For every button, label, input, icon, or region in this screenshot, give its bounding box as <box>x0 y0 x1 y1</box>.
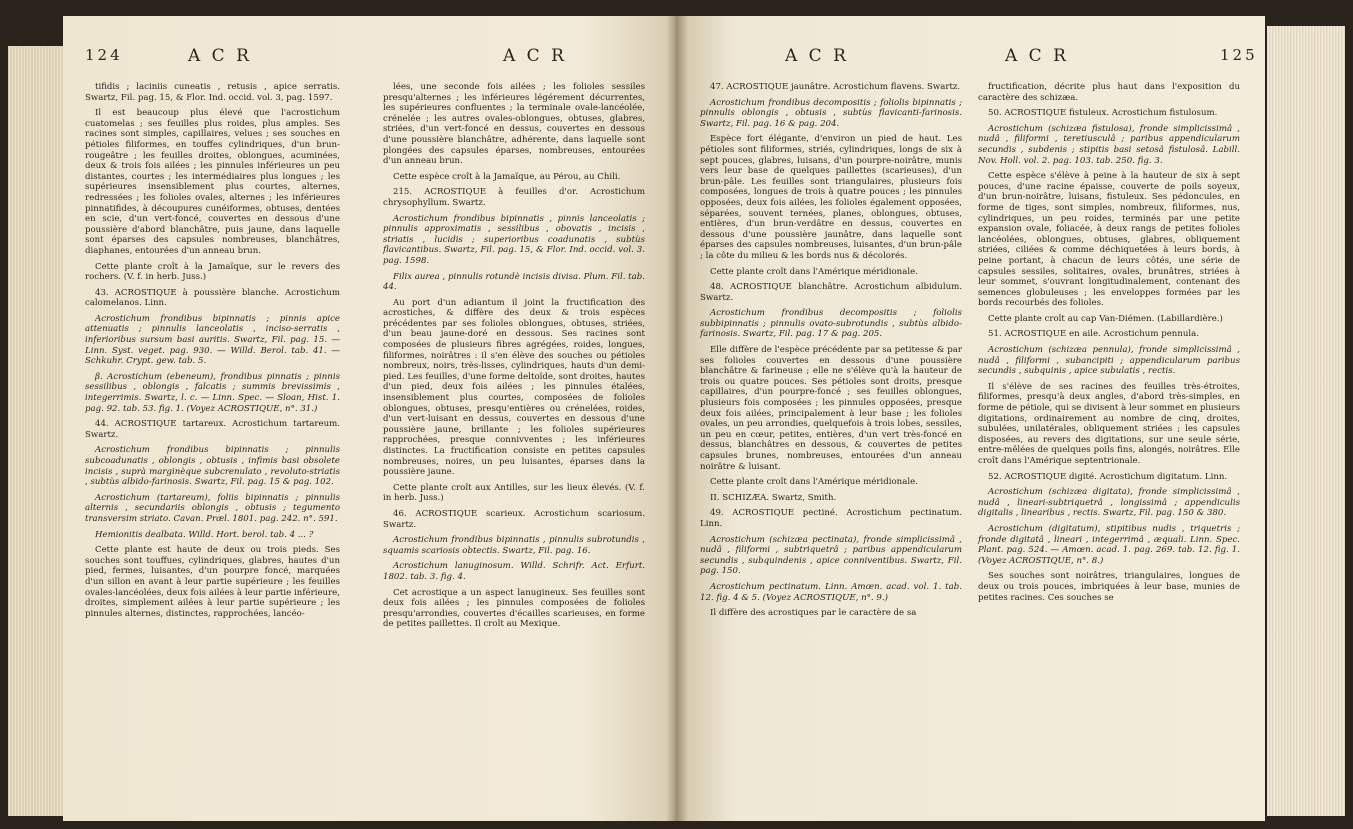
paragraph: Cette plante croît à la Jamaïque, sur le revers des rochers. (V. f. in herb. Juss.) <box>85 261 340 283</box>
paragraph: Acrostichum lanuginosum. Willd. Schrifr. Act. Erfurt. 1802. tab. 3. fig. 4. <box>383 561 645 582</box>
paragraph: 46. ACROSTIQUE scarieux. Acrostichum scariosum. Swartz. <box>383 508 645 530</box>
paragraph: 48. ACROSTIQUE blanchâtre. Acrostichum albidulum. Swartz. <box>700 282 962 303</box>
paragraph: 43. ACROSTIQUE à poussière blanche. Acrostichum calomelanos. Linn. <box>85 287 340 309</box>
paragraph: Filix aurea , pinnulis rotundè incisis divisa. Plum. Fil. tab. 44. <box>383 271 645 293</box>
paragraph: Acrostichum (schizæa digitata), fronde simplicissimâ , nudâ , lineari-subtriquetrâ , longissimâ ; appendiculis digitalis , linearibus , rectis. Swartz, Fil. pag. 150 & 380. <box>978 487 1240 519</box>
column-2 <box>383 82 645 635</box>
paragraph: Acrostichum frondibus bipinnatis ; pinnis apice attenuatis ; pinnulis lanceolatis , inciso-serratis , inferioribus sursum basi auritis. Swartz, Fil. pag. 15. — Linn. Syst. veget. pag. 930. — Willd. Berol. tab. 41. — Schkuhr. Crypt. gew. tab. 5. <box>85 313 340 367</box>
paragraph: fructification, décrite plus haut dans l'exposition du caractère des schizæa. <box>978 82 1240 103</box>
right-page <box>675 16 1265 821</box>
paragraph: Cette plante croît dans l'Amérique méridionale. <box>710 477 918 488</box>
paragraph: Au port d'un adiantum il joint la fructification des acrostiches, & diffère des deux & trois espèces précédentes par ses folioles oblongues, obtuses, striées, d'un beau jaune-doré en dessous. Ses racines sont composées de plusieurs fibres agrégées, roides, longues, filiformes, noirâtres : il s'en élève des souches ou pétioles nombreux, noirs, très-lisses, cylindriques, hauts d'un demi-pied. Les feuilles, d'une forme deltoïde, sont droites, hautes d'un pied, deux fois ailées ; les pinnules étalées, insensiblement plus courtes, composées de folioles oblongues, obtuses, presqu'entières ou crénelées, roides, d'un vert-luisant en dessus, couvertes en dessous d'une poussière jaune, brillante ; les folioles supérieures rapprochées, presque connivventes ; les inférieures distinctes. La fructification consiste en petites capsules nombreuses, noires, un peu luisantes, éparses dans la poussière jaune. <box>383 297 645 478</box>
left-page-number: 124 <box>85 46 123 64</box>
paragraph: Acrostichum frondibus bipinnatis , pinnis lanceolatis ; pinnulis approximatis , sessilibus , obovatis , incisis , striatis , lucidis ; superioribus coadunatis , subtùs flavicantibus. Swartz, Fil. pag. 15, & Flor. Ind. occid. vol. 3. pag. 1598. <box>383 213 645 266</box>
paragraph: Cette plante est haute de deux ou trois pieds. Ses souches sont touffues, cylindriques, glabres, hautes d'un pied, fermes, luisantes, d'un pourpre foncé, marquées d'un sillon en avant à leur partie supérieure ; les feuilles ovales-lancéolées, deux fois ailées à leur partie inférieure, droites, simplement ailées à leur partie supérieure ; les pinnules alternes, distinctes, rapprochées, lancéo- <box>85 545 340 619</box>
paragraph: Acrostichum frondibus bipinnatis , pinnulis subrotundis , squamis scariosis obtectis. Swartz, Fil. pag. 16. <box>383 535 645 556</box>
open-book <box>8 6 1345 824</box>
paragraph: Acrostichum (schizæa fistulosa), fronde simplicissimâ , nudâ , filiformi , teretiusculâ ; paribus appendicularum secundis , subdenis ; stipitis basi setosâ fistulosâ. Labill. Nov. Holl. vol. 2. pag. 103. tab. 250. fig. 3. <box>978 123 1240 166</box>
paragraph: Ses souches sont noirâtres, triangulaires, longues de deux ou trois pouces, imbriquées à leur base, munies de petites racines. Ces souches se <box>978 571 1240 603</box>
column-3 <box>700 82 962 624</box>
left-page-header <box>63 46 675 68</box>
paragraph: Cette plante croît aux Antilles, sur les lieux élevés. (V. f. in herb. Juss.) <box>383 482 645 504</box>
left-running-head-2: A C R <box>503 46 567 66</box>
paragraph: Elle diffère de l'espèce précédente par sa petitesse & par ses folioles couvertes en dessous d'une poussière blanchâtre & farineuse ; elle ne s'élève qu'à la hauteur de trois ou quatre pouces. Ses pétioles sont droits, presque capillaires, d'un pourpre-foncé ; ses feuilles oblongues, plusieurs fois composées ; les pinnules opposées, presque deux fois ailées, principalement à leur base ; les folioles ovales, un peu arrondies, quelquefois à trois lobes, sessiles, un peu en cœur, petites, entières, d'un vert très-foncé en dessus, blanchâtres en dessous, & couvertes de petites capsules brunes, nombreuses, entourées d'un anneau noirâtre & luisant. <box>700 345 962 472</box>
right-page-edges <box>1267 26 1345 816</box>
paragraph: Hemionitis dealbata. Willd. Hort. berol. tab. 4 ... ? <box>95 529 314 540</box>
column-1 <box>85 82 340 624</box>
left-page-edges <box>8 46 68 816</box>
paragraph: tifidis ; laciniis cuneatis , retusis , apice serratis. Swartz, Fil. pag. 15, & Flor. Ind. occid. vol. 3, pag. 1597. <box>85 82 340 103</box>
right-running-head-1: A C R <box>785 46 849 66</box>
paragraph: Acrostichum (schizæa pennula), fronde simplicissimâ , nudâ , filiformi , subancipiti ; appendicularum paribus secundis , subquinis , apice subulatis , rectis. <box>978 345 1240 377</box>
right-page-header <box>675 46 1265 68</box>
paragraph: Espèce fort élégante, d'environ un pied de haut. Les pétioles sont filiformes, striés, cylindriques, longs de six à sept pouces, glabres, luisans, d'un pourpre-noirâtre, munis vers leur base de quelques paillettes (scarieuses), d'un brun-pâle. Les feuilles sont triangulaires, plusieurs fois composées, longues de trois à quatre pouces ; les pinnules opposées, deux fois ailées, les folioles également opposées, séparées, souvent ternées, planes, oblongues, obtuses, entières, d'un brun-verdâtre en dessus, couvertes en dessous d'une poussière jaunâtre, dans laquelle sont éparses des capsules nombreuses, luisantes, d'un brun-pâle ; la côte du milieu & les bords nus & décolorés. <box>700 134 962 261</box>
paragraph: Cette espèce croît à la Jamaïque, au Pérou, au Chili. <box>393 171 621 182</box>
paragraph: Acrostichum frondibus decompositis ; foliolis bipinnatis ; pinnulis oblongis , obtusis , subtùs flavicanti-farinosis. Swartz, Fil. pag. 16 & pag. 204. <box>700 97 962 129</box>
book-gutter <box>666 16 688 821</box>
right-running-head-2: A C R <box>1005 46 1069 66</box>
left-page <box>63 16 675 821</box>
paragraph: Acrostichum (schizæa pectinata), fronde simplicissimâ , nudâ , filiformi , subtriquetrâ ; paribus appendicularum secundis , subquindenis , apice conniventibus. Swartz, Fil. pag. 150. <box>700 534 962 577</box>
paragraph: Cette espèce s'élève à peine à la hauteur de six à sept pouces, d'une racine épaisse, couverte de poils soyeux, d'un brun-noirâtre, luisans, fistuleux. Ses pédoncules, en forme de tiges, sont simples, nombreux, filiformes, nus, cylindriques, un peu roides, terminés par une petite expansion ovale, foliacée, à deux rangs de petites folioles lancéolées, oblongues, obtuses, glabres, obliquement striées, ciliées & comme déchiquetées à leurs bords, à peine portant, à chacun de leurs côtés, une série de capsules sessiles, solitaires, ovales, brunâtres, striées à leur sommet, s'ouvrant longitudinalement, contenant des semences globuleuses ; les enveloppes formées par les bords recourbés des folioles. <box>978 171 1240 309</box>
paragraph: Il est beaucoup plus élevé que l'acrostichum cuatomelas ; ses feuilles plus roides, plus amples. Ses racines sont simples, capillaires, velues ; ses souches en pétioles filiformes, en touffes cylindriques, d'un brun-rougeâtre ; les feuilles droites, oblongues, acuminées, deux & trois fois ailées ; les pinnules inférieures un peu distantes, courtes ; les intermédiaires plus longues ; les supérieures insensiblement plus courtes, alternes, redressées ; les folioles ovales, alternes ; les inférieures pinnatifides, à découpures cunéiformes, obtuses, dentées en scie, d'un vert-foncé, couvertes en dessous d'une poussière d'abord blanchâtre, puis jaune, dans laquelle sont éparses des capsules nombreuses, blanchâtres, diaphanes, entourées d'un anneau brun. <box>85 108 340 256</box>
paragraph: 51. ACROSTIQUE en aile. Acrostichum pennula. <box>988 329 1199 340</box>
right-page-number: 125 <box>1220 46 1258 64</box>
paragraph: Acrostichum frondibus bipinnatis ; pinnulis subcoadunatis , oblongis , obtusis , infimis basi obsolete incisis , suprà marginèque subcrenulato , revoluto-striatis , subtùs albido-farinosis. Swartz, Fil. pag. 15 & pag. 102. <box>85 445 340 488</box>
paragraph: Il s'élève de ses racines des feuilles très-étroites, filiformes, presqu'à deux angles, d'abord très-simples, en forme de pétiole, qui se divisent à leur sommet en plusieurs digitations, ordinairement au nombre de cinq, droites, subulées, unilatérales, obliquement striées ; les capsules disposées, au revers des digitations, sur une seule série, entre-mêlées de quelques poils fins, alongés, noirâtres. Elle croît dans l'Amérique septentrionale. <box>978 381 1240 466</box>
paragraph: Cet acrostique a un aspect lanugineux. Ses feuilles sont deux fois ailées ; les pinnules composées de folioles presqu'arrondies, couvertes d'écailles scarieuses, en forme de petites paillettes. Il croît au Mexique. <box>383 587 645 630</box>
paragraph: Cette plante croît dans l'Amérique méridionale. <box>710 266 918 277</box>
paragraph: 47. ACROSTIQUE jaunâtre. Acrostichum flavens. Swartz. <box>710 82 961 92</box>
paragraph: II. SCHIZÆA. Swartz, Smith. <box>710 492 837 503</box>
paragraph: β. Acrostichum (ebeneum), frondibus pinnatis ; pinnis sessilibus , oblongis , falcatis ; summis brevissimis , integerrimis. Swartz, l. c. — Linn. Spec. — Sloan, Hist. 1. pag. 92. tab. 53. fig. 1. (Voyez ACROSTIQUE, n°. 31.) <box>85 371 340 414</box>
left-running-head-1: A C R <box>188 46 252 66</box>
paragraph: 215. ACROSTIQUE à feuilles d'or. Acrostichum chrysophyllum. Swartz. <box>383 187 645 208</box>
paragraph: 44. ACROSTIQUE tartareux. Acrostichum tartareum. Swartz. <box>85 419 340 440</box>
paragraph: 49. ACROSTIQUE pectiné. Acrostichum pectinatum. Linn. <box>700 508 962 529</box>
paragraph: 50. ACROSTIQUE fistuleux. Acrostichum fistulosum. <box>988 108 1218 119</box>
paragraph: Il diffère des acrostiques par le caractère de sa <box>710 608 917 619</box>
paragraph: Acrostichum (digitatum), stipitibus nudis , triquetris ; fronde digitatâ , lineari , integerrimâ , æquali. Linn. Spec. Plant. pag. 524. — Amœn. acad. 1. pag. 269. tab. 12. fig. 1. (Voyez ACROSTIQUE, n°. 8.) <box>978 523 1240 566</box>
paragraph: Acrostichum frondibus decompositis ; foliolis subbipinnatis ; pinnulis ovato-subrotundis , subtùs albido-farinosis. Swartz, Fil. pag. 17 & pag. 205. <box>700 308 962 340</box>
paragraph: Acrostichum (tartareum), foliis bipinnatis ; pinnulis alternis , secundariis oblongis , obtusis ; tegumento transversim striato. Cavan. Præl. 1801. pag. 242. n°. 591. <box>85 492 340 524</box>
paragraph: Acrostichum pectinatum. Linn. Amœn. acad. vol. 1. tab. 12. fig. 4 & 5. (Voyez ACROSTIQUE, n°. 9.) <box>700 581 962 603</box>
paragraph: 52. ACROSTIQUE digité. Acrostichum digitatum. Linn. <box>988 471 1228 482</box>
paragraph: lées, une seconde fois ailées ; les folioles sessiles presqu'alternes ; les inférieures légérement décurrentes, les supérieures confluentes ; la terminale ovale-lancéolée, crénelée ; les autres ovales-oblongues, obtuses, glabres, striées, d'un vert-foncé en dessus, couvertes en dessous d'une poussière blanchâtre, adhérente, dans laquelle sont plongées des capsules éparses, nombreuses, entourées d'un anneau brun. <box>383 82 645 167</box>
column-4 <box>978 82 1240 608</box>
paragraph: Cette plante croît au cap Van-Diémen. (Labillardière.) <box>988 313 1223 324</box>
